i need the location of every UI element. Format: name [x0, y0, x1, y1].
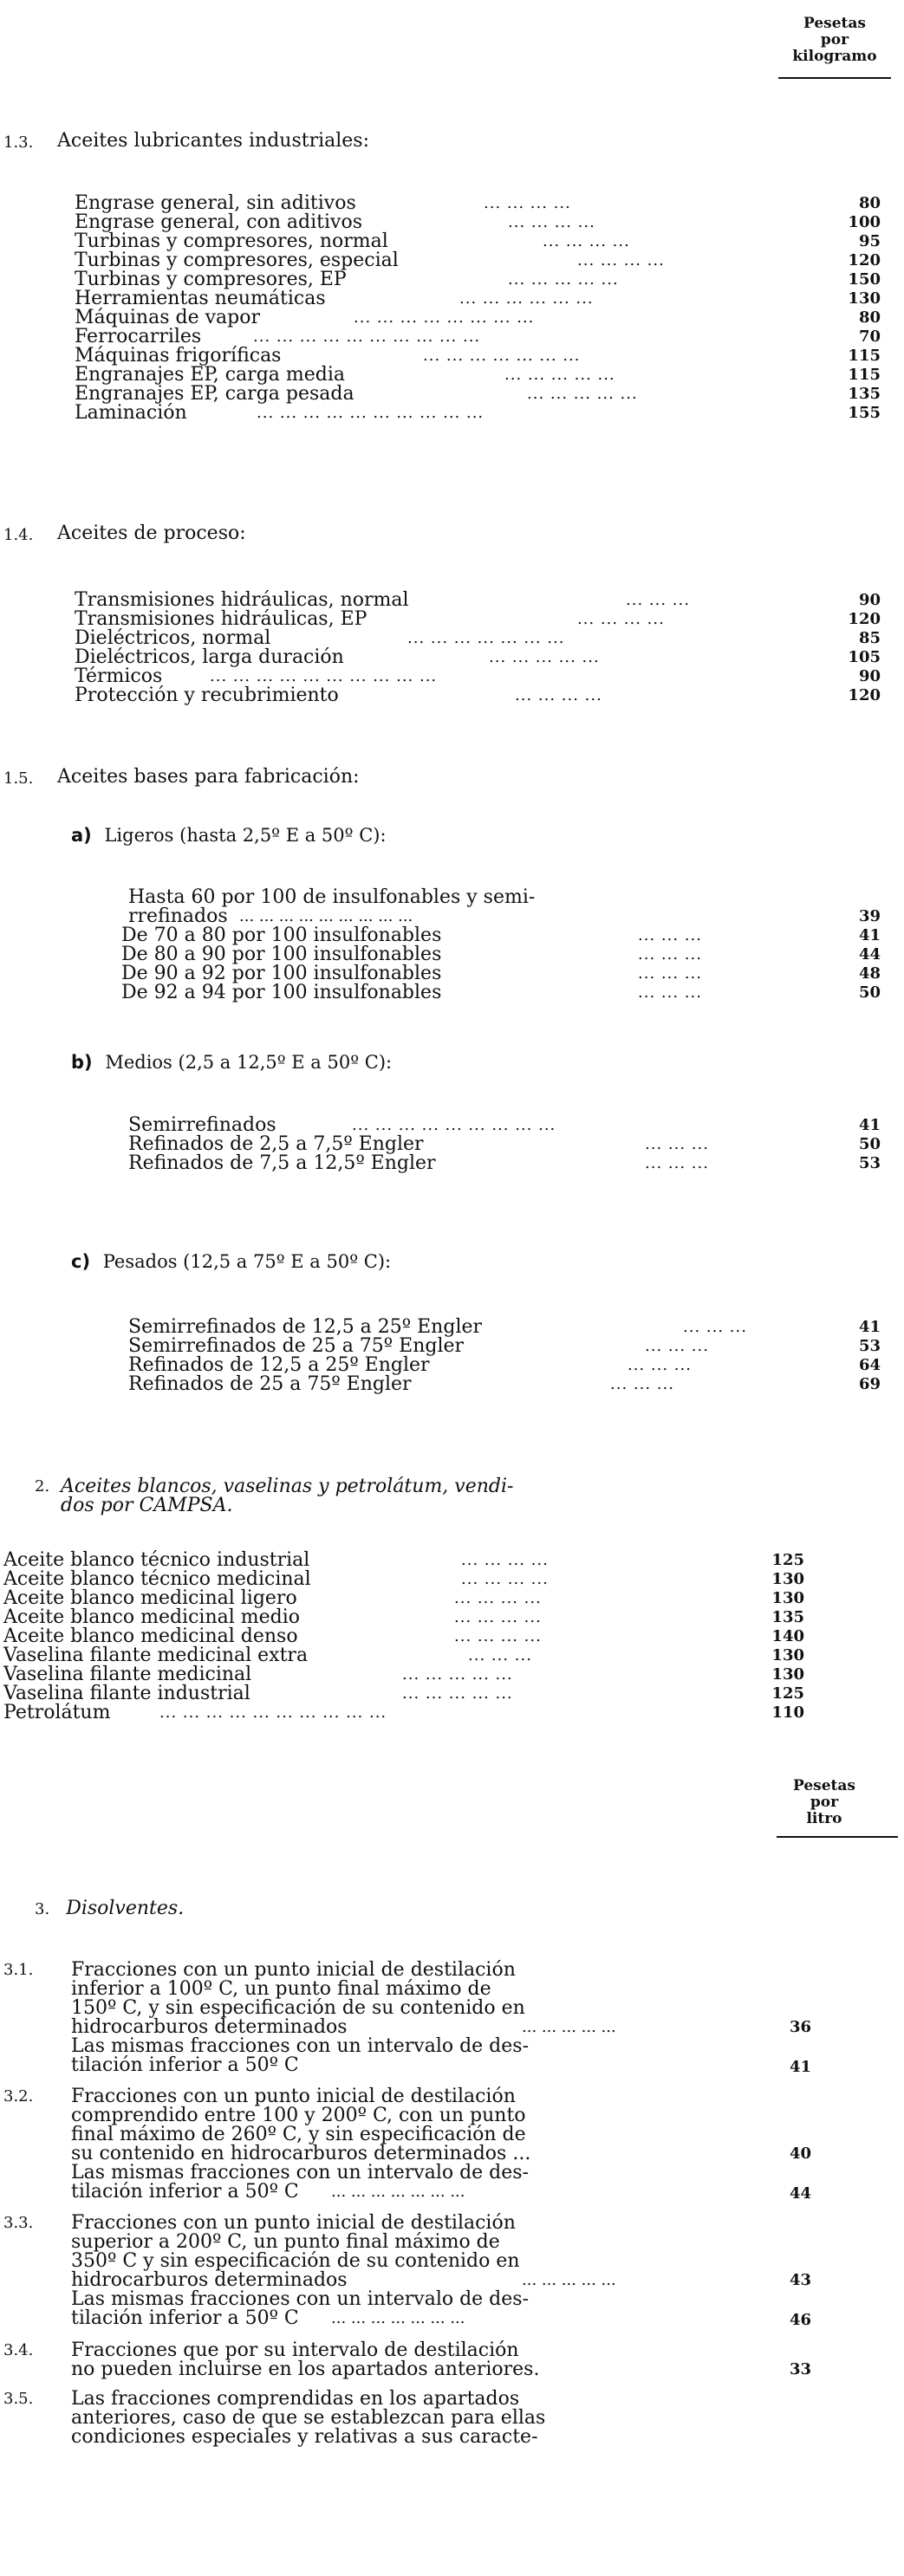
section-number: 1.5.	[3, 769, 34, 788]
item-value: 100	[848, 213, 881, 231]
paragraph-value: 33	[789, 2360, 811, 2378]
section-number: 1.3.	[3, 133, 34, 152]
section-number: 2.	[35, 1477, 50, 1496]
item-label: Dieléctricos, larga duración	[75, 646, 344, 668]
paragraph-line: hidrocarburos determinados	[71, 2016, 348, 2038]
leader-dots: ... ... ... ...	[484, 194, 571, 212]
item-label: Engrase general, sin aditivos	[75, 192, 356, 214]
leader-dots: ... ... ...	[645, 1337, 709, 1355]
item-value: 135	[848, 385, 881, 403]
item-label: Turbinas y compresores, especial	[75, 250, 399, 271]
leader-dots: ... ... ... ... ...	[402, 1665, 513, 1684]
column-header-kg	[778, 16, 891, 79]
list-item	[75, 328, 898, 347]
list-item	[128, 1375, 900, 1394]
list-item	[75, 610, 898, 629]
leader-dots: ... ... ... ... ... ... ...	[331, 2309, 465, 2327]
item-label: Laminación	[75, 402, 187, 424]
leader-dots: ... ... ... ... ... ... ...	[331, 2183, 465, 2201]
subsection-letter: c)	[71, 1251, 91, 1272]
list-item	[75, 251, 898, 270]
item-label: De 80 a 90 por 100 insulfonables	[121, 944, 442, 965]
leader-dots: ... ... ... ...	[454, 1589, 542, 1607]
column-header-line: kilogramo	[792, 48, 877, 65]
item-value: 90	[858, 667, 881, 685]
column-header-rule	[778, 77, 891, 79]
item-value: 41	[858, 1116, 881, 1134]
item-value: 50	[858, 1135, 881, 1153]
item-value: 90	[858, 591, 881, 609]
leader-dots: ... ... ... ... ...	[522, 2271, 616, 2289]
leader-dots: ... ... ... ... ... ... ... ...	[354, 308, 535, 327]
section-1-4-list	[75, 591, 898, 705]
item-value: 85	[858, 629, 881, 647]
item-label: Semirrefinados de 25 a 75º Engler	[128, 1335, 465, 1357]
leader-dots: ... ... ... ... ... ...	[459, 289, 594, 308]
item-label: Engrase general, con aditivos	[75, 211, 362, 233]
paragraph-number: 3.2.	[3, 2087, 34, 2106]
list-item	[75, 667, 898, 686]
item-label: De 70 a 80 por 100 insulfonables	[121, 925, 442, 946]
paragraph-3-3	[3, 2214, 870, 2328]
paragraph-number: 3.4.	[3, 2341, 34, 2359]
item-label: Engranajes EP, carga pesada	[75, 383, 354, 405]
list-item	[75, 213, 898, 232]
item-label: Aceite blanco medicinal denso	[3, 1625, 298, 1647]
item-label: Vaselina filante medicinal extra	[3, 1645, 309, 1666]
subsection-b-heading	[71, 1051, 392, 1074]
list-item	[75, 308, 898, 328]
paragraph-line: final máximo de 260º C, y sin especificación de	[71, 2124, 526, 2145]
paragraph-line: hidrocarburos determinados	[71, 2269, 348, 2291]
paragraph-line: Las mismas fracciones con un intervalo de des-	[71, 2035, 530, 2057]
item-label: Refinados de 2,5 a 7,5º Engler	[128, 1133, 424, 1155]
section-title: Disolventes.	[66, 1898, 185, 1919]
list-item	[121, 964, 901, 983]
list-item	[75, 404, 898, 423]
list-item	[128, 1356, 900, 1375]
list-item	[3, 1684, 870, 1703]
item-value: 64	[858, 1356, 881, 1374]
list-item	[128, 1154, 900, 1173]
leader-dots: ... ... ... ... ...	[522, 2018, 616, 2036]
list-item	[121, 945, 901, 964]
item-label: Refinados de 12,5 a 25º Engler	[128, 1354, 430, 1376]
item-label: Ferrocarriles	[75, 326, 202, 347]
list-item	[3, 1703, 870, 1723]
item-label: Protección y recubrimiento	[75, 685, 339, 706]
list-item	[128, 1135, 900, 1154]
paragraph-line: Las mismas fracciones con un intervalo de des-	[71, 2162, 530, 2183]
paragraph-3-5	[3, 2390, 870, 2447]
item-value: 39	[858, 907, 881, 925]
item-value: 130	[771, 1646, 804, 1664]
leader-dots: ... ... ... ... ... ... ... ... ... ...	[159, 1703, 387, 1722]
item-value: 135	[771, 1608, 804, 1626]
leader-dots: ... ... ...	[468, 1646, 532, 1664]
subsection-c-list	[128, 1318, 900, 1394]
item-label: Semirrefinados	[128, 1114, 276, 1136]
item-label: Aceite blanco medicinal ligero	[3, 1587, 297, 1609]
paragraph-value: 43	[789, 2271, 811, 2289]
column-header-rule	[777, 1836, 898, 1838]
item-value: 80	[858, 194, 881, 212]
section-1-3-list	[75, 194, 898, 423]
item-value: 69	[858, 1375, 881, 1393]
list-item	[75, 232, 898, 251]
list-item	[121, 983, 901, 1002]
item-value: 130	[771, 1570, 804, 1588]
item-value: 115	[848, 366, 881, 384]
column-header-line: litro	[806, 1810, 842, 1827]
item-value: 130	[771, 1589, 804, 1607]
leader-dots: ... ... ... ... ...	[504, 366, 615, 384]
subsection-title: Ligeros (hasta 2,5º E a 50º C):	[104, 825, 387, 846]
paragraph-line: 150º C, y sin especificación de su contenido en	[71, 1997, 525, 2019]
list-item	[75, 591, 898, 610]
item-value: 120	[848, 686, 881, 704]
item-value: 105	[848, 648, 881, 666]
leader-dots: ... ... ...	[626, 591, 690, 609]
leader-dots: ... ... ... ...	[577, 610, 665, 628]
paragraph-line: superior a 200º C, un punto final máximo de	[71, 2231, 500, 2253]
paragraph-value: 46	[789, 2311, 811, 2329]
paragraph-line: comprendido entre 100 y 200º C, con un punto	[71, 2105, 526, 2126]
paragraph-line: Fracciones con un punto inicial de destilación	[71, 1959, 516, 1981]
section-title-line: Aceites blancos, vaselinas y petrolátum, vendi-	[61, 1476, 514, 1497]
paragraph-line: Fracciones con un punto inicial de destilación	[71, 2086, 516, 2107]
column-header-litro	[777, 1778, 872, 1838]
list-item	[3, 1608, 870, 1627]
section-number: 3.	[35, 1900, 50, 1918]
item-label: Turbinas y compresores, EP	[75, 269, 347, 290]
list-item	[75, 289, 898, 308]
paragraph-line: Las fracciones comprendidas en los apartados	[71, 2388, 520, 2410]
item-value: 140	[771, 1627, 804, 1645]
leader-dots: ... ... ...	[645, 1154, 709, 1172]
list-item	[75, 686, 898, 705]
list-item	[3, 1646, 870, 1665]
paragraph-3-4	[3, 2341, 870, 2379]
paragraph-line: Fracciones con un punto inicial de destilación	[71, 2212, 516, 2234]
item-label: Aceite blanco medicinal medio	[3, 1606, 300, 1628]
column-header-line: Pesetas	[793, 1777, 855, 1794]
item-label: Transmisiones hidráulicas, EP	[75, 608, 367, 630]
paragraph-line: tilación inferior a 50º C	[71, 2181, 299, 2203]
subsection-title: Medios (2,5 a 12,5º E a 50º C):	[105, 1052, 393, 1073]
leader-dots: ... ... ... ...	[577, 251, 665, 269]
item-value: 150	[848, 270, 881, 289]
item-value: 95	[858, 232, 881, 250]
item-value: 125	[771, 1684, 804, 1703]
item-label: De 92 a 94 por 100 insulfonables	[121, 982, 442, 1003]
paragraph-line: inferior a 100º C, un punto final máximo de	[71, 1978, 491, 2000]
list-item	[75, 270, 898, 289]
item-label: Engranajes EP, carga media	[75, 364, 346, 386]
column-header-line: por	[820, 31, 849, 49]
item-value: 41	[858, 1318, 881, 1336]
section-title: Aceites de proceso:	[57, 522, 246, 544]
paragraph-line: anteriores, caso de que se establezcan para ellas	[71, 2407, 546, 2429]
list-item	[75, 347, 898, 366]
leader-dots: ... ... ... ... ...	[508, 270, 619, 289]
leader-dots: ... ... ... ... ... ... ... ... ...	[239, 907, 413, 925]
leader-dots: ... ... ...	[638, 945, 702, 964]
item-value: 70	[858, 328, 881, 346]
leader-dots: ... ... ... ...	[543, 232, 630, 250]
item-label: Vaselina filante medicinal	[3, 1664, 252, 1685]
list-item	[3, 1551, 870, 1570]
section-3-heading	[35, 1899, 381, 1919]
item-label: Petrolátum	[3, 1702, 111, 1723]
item-value: 53	[858, 1154, 881, 1172]
paragraph-3-2	[3, 2087, 870, 2202]
section-number: 1.4.	[3, 526, 34, 544]
item-value: 120	[848, 251, 881, 269]
subsection-a-first-item	[128, 888, 900, 926]
leader-dots: ... ... ... ... ...	[527, 385, 638, 403]
leader-dots: ... ... ... ...	[515, 686, 602, 704]
item-label: Térmicos	[75, 665, 163, 687]
item-value: 41	[858, 926, 881, 944]
list-item	[75, 366, 898, 385]
paragraph-line: no pueden incluirse en los apartados anteriores.	[71, 2359, 540, 2380]
leader-dots: ... ... ... ... ... ... ... ... ... ...	[257, 404, 485, 422]
list-item	[75, 648, 898, 667]
item-label: Refinados de 25 a 75º Engler	[128, 1373, 412, 1395]
paragraph-number: 3.5.	[3, 2390, 34, 2408]
subsection-b-list	[128, 1116, 900, 1173]
paragraph-line: 350º C y sin especificación de su contenido en	[71, 2250, 520, 2272]
leader-dots: ... ... ... ...	[508, 213, 595, 231]
leader-dots: ... ... ... ...	[461, 1551, 549, 1569]
item-label: Turbinas y compresores, normal	[75, 230, 388, 252]
paragraph-value: 40	[789, 2145, 811, 2163]
paragraph-value: 36	[789, 2018, 811, 2036]
subsection-a-list	[121, 926, 901, 1002]
leader-dots: ... ... ...	[683, 1318, 747, 1336]
leader-dots: ... ... ... ... ... ... ... ... ... ...	[253, 328, 481, 346]
subsection-letter: a)	[71, 825, 92, 846]
list-item	[3, 1570, 870, 1589]
item-label: Refinados de 7,5 a 12,5º Engler	[128, 1152, 436, 1174]
paragraph-value: 41	[789, 2058, 811, 2076]
list-item	[75, 385, 898, 404]
leader-dots: ... ... ...	[645, 1135, 709, 1153]
column-header-line: Pesetas	[803, 15, 866, 32]
leader-dots: ... ... ... ... ... ... ...	[423, 347, 581, 365]
section-title: Aceites bases para fabricación:	[57, 766, 360, 788]
leader-dots: ... ... ... ...	[461, 1570, 549, 1588]
item-label: Vaselina filante industrial	[3, 1683, 250, 1704]
item-label: Transmisiones hidráulicas, normal	[75, 589, 409, 611]
subsection-a-heading	[71, 824, 387, 847]
item-value: 50	[858, 983, 881, 1002]
item-value: 80	[858, 308, 881, 327]
leader-dots: ... ... ... ...	[454, 1627, 542, 1645]
list-item	[128, 1116, 900, 1135]
leader-dots: ... ... ...	[638, 926, 702, 944]
leader-dots: ... ... ... ... ...	[402, 1684, 513, 1703]
section-title: Aceites lubricantes industriales:	[57, 130, 370, 152]
item-value: 48	[858, 964, 881, 983]
paragraph-3-1	[3, 1961, 870, 2075]
item-label: Máquinas frigoríficas	[75, 345, 282, 367]
item-value: 53	[858, 1337, 881, 1355]
item-value: 44	[858, 945, 881, 964]
item-label-line: Hasta 60 por 100 de insulfonables y semi-	[128, 886, 536, 908]
leader-dots: ... ... ... ... ... ... ... ... ...	[352, 1116, 556, 1134]
paragraph-line: condiciones especiales y relativas a sus caracte-	[71, 2426, 538, 2448]
list-item	[75, 194, 898, 213]
list-item	[3, 1627, 870, 1646]
leader-dots: ... ... ... ... ... ... ...	[407, 629, 565, 647]
item-label: Aceite blanco técnico industrial	[3, 1549, 310, 1571]
subsection-letter: b)	[71, 1052, 93, 1073]
paragraph-number: 3.3.	[3, 2214, 34, 2232]
item-label: De 90 a 92 por 100 insulfonables	[121, 963, 442, 984]
item-label: Dieléctricos, normal	[75, 627, 271, 649]
item-label-line: rrefinados	[128, 905, 228, 927]
paragraph-line: Fracciones que por su intervalo de destilación	[71, 2339, 519, 2361]
paragraph-line: su contenido en hidrocarburos determinados ...	[71, 2143, 531, 2164]
list-item	[121, 926, 901, 945]
paragraph-number: 3.1.	[3, 1961, 34, 1979]
leader-dots: ... ... ...	[638, 983, 702, 1002]
leader-dots: ... ... ... ... ...	[489, 648, 600, 666]
item-label: Semirrefinados de 12,5 a 25º Engler	[128, 1316, 483, 1338]
subsection-c-heading	[71, 1250, 391, 1273]
leader-dots: ... ... ...	[628, 1356, 692, 1374]
item-value: 115	[848, 347, 881, 365]
item-value: 155	[848, 404, 881, 422]
item-label: Aceite blanco técnico medicinal	[3, 1568, 311, 1590]
list-item	[128, 1318, 900, 1337]
item-value: 125	[771, 1551, 804, 1569]
leader-dots: ... ... ...	[610, 1375, 674, 1393]
column-header-line: por	[810, 1794, 839, 1811]
list-item	[75, 629, 898, 648]
leader-dots: ... ... ... ...	[454, 1608, 542, 1626]
paragraph-line: Las mismas fracciones con un intervalo de des-	[71, 2288, 530, 2310]
item-value: 120	[848, 610, 881, 628]
paragraph-line: tilación inferior a 50º C	[71, 2307, 299, 2329]
leader-dots: ... ... ... ... ... ... ... ... ... ...	[210, 667, 438, 685]
paragraph-line: tilación inferior a 50º C	[71, 2054, 299, 2076]
item-value: 130	[771, 1665, 804, 1684]
subsection-title: Pesados (12,5 a 75º E a 50º C):	[102, 1251, 392, 1272]
list-item	[128, 1337, 900, 1356]
paragraph-value: 44	[789, 2184, 811, 2203]
list-item	[3, 1665, 870, 1684]
item-label: Máquinas de vapor	[75, 307, 260, 328]
section-2-list	[3, 1551, 870, 1723]
section-title-line: dos por CAMPSA.	[61, 1495, 233, 1516]
item-label: Herramientas neumáticas	[75, 288, 326, 309]
item-value: 130	[848, 289, 881, 308]
leader-dots: ... ... ...	[638, 964, 702, 983]
item-value: 110	[771, 1703, 804, 1722]
list-item	[3, 1589, 870, 1608]
